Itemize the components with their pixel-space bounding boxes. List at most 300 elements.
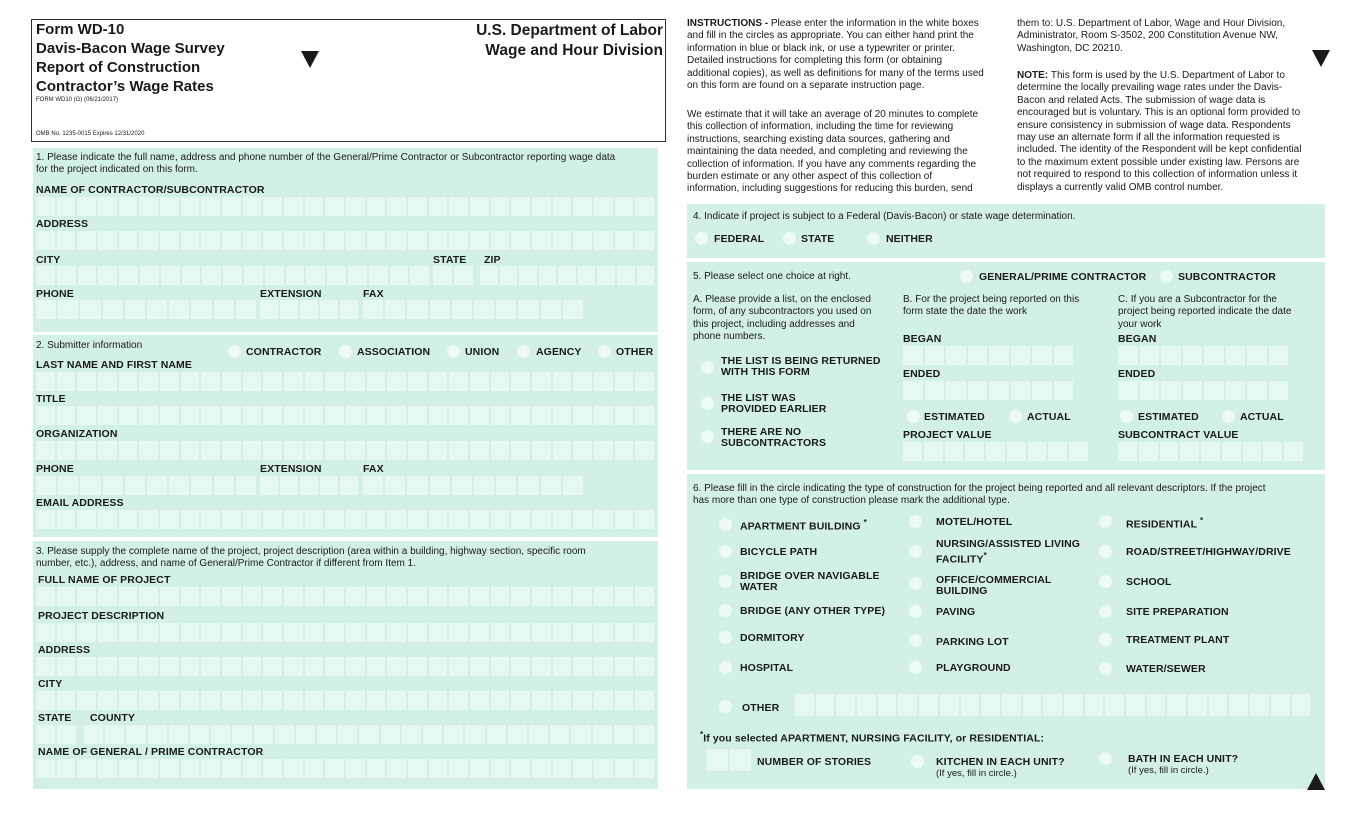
character-box[interactable] (635, 231, 654, 250)
character-box[interactable] (160, 510, 179, 529)
residential-radio[interactable] (1099, 515, 1112, 528)
number-of-stories-field[interactable] (707, 749, 751, 771)
state-radio[interactable] (783, 232, 796, 245)
character-box[interactable] (532, 510, 551, 529)
character-box[interactable] (470, 657, 489, 676)
character-box[interactable] (387, 623, 406, 642)
character-box[interactable] (363, 300, 383, 319)
character-box[interactable] (637, 266, 655, 285)
character-box[interactable] (1292, 694, 1311, 716)
character-box[interactable] (119, 510, 138, 529)
character-box[interactable] (244, 266, 263, 285)
character-box[interactable] (36, 231, 55, 250)
character-box[interactable] (77, 759, 96, 778)
character-box[interactable] (201, 759, 220, 778)
character-box[interactable] (263, 231, 282, 250)
character-box[interactable] (408, 372, 427, 391)
character-box[interactable] (553, 587, 572, 606)
character-box[interactable] (573, 441, 592, 460)
character-box[interactable] (325, 657, 344, 676)
character-box[interactable] (541, 476, 561, 495)
character-box[interactable] (222, 587, 241, 606)
character-box[interactable] (211, 725, 230, 744)
apartment-building-radio[interactable] (719, 518, 732, 531)
character-box[interactable] (1028, 442, 1047, 461)
character-box[interactable] (36, 372, 55, 391)
character-box[interactable] (223, 266, 242, 285)
character-box[interactable] (305, 623, 324, 642)
character-box[interactable] (491, 441, 510, 460)
character-box[interactable] (363, 476, 383, 495)
character-box[interactable] (961, 694, 980, 716)
character-box[interactable] (573, 623, 592, 642)
character-box[interactable] (36, 266, 55, 285)
union-radio[interactable] (447, 345, 460, 358)
character-box[interactable] (1048, 442, 1067, 461)
character-box[interactable] (532, 231, 551, 250)
character-box[interactable] (449, 759, 468, 778)
character-box[interactable] (36, 197, 55, 216)
bicycle-path-radio[interactable] (719, 545, 732, 558)
character-box[interactable] (408, 587, 427, 606)
character-box[interactable] (232, 725, 251, 744)
character-box[interactable] (139, 197, 158, 216)
character-box[interactable] (491, 197, 510, 216)
subcontractor-radio[interactable] (1160, 270, 1173, 283)
character-box[interactable] (1007, 442, 1026, 461)
character-box[interactable] (449, 691, 468, 710)
character-box[interactable] (125, 476, 145, 495)
character-box[interactable] (36, 725, 55, 744)
character-box[interactable] (635, 510, 654, 529)
character-box[interactable] (408, 406, 427, 425)
character-box[interactable] (98, 441, 117, 460)
character-box[interactable] (903, 442, 922, 461)
character-box[interactable] (532, 197, 551, 216)
subcontract-value-field[interactable] (1118, 442, 1303, 461)
character-box[interactable] (260, 476, 278, 495)
character-box[interactable] (160, 691, 179, 710)
character-box[interactable] (181, 623, 200, 642)
character-box[interactable] (408, 441, 427, 460)
character-box[interactable] (1180, 442, 1199, 461)
character-box[interactable] (367, 759, 386, 778)
character-box[interactable] (1140, 346, 1160, 365)
character-box[interactable] (201, 441, 220, 460)
character-box[interactable] (317, 725, 336, 744)
character-box[interactable] (284, 691, 303, 710)
phone-field[interactable] (36, 300, 256, 319)
character-box[interactable] (222, 623, 241, 642)
character-box[interactable] (222, 197, 241, 216)
character-box[interactable] (407, 300, 427, 319)
character-box[interactable] (989, 381, 1009, 400)
character-box[interactable] (284, 510, 303, 529)
character-box[interactable] (1201, 442, 1220, 461)
character-box[interactable] (529, 725, 548, 744)
character-box[interactable] (181, 231, 200, 250)
character-box[interactable] (181, 691, 200, 710)
character-box[interactable] (429, 441, 448, 460)
character-box[interactable] (284, 441, 303, 460)
character-box[interactable] (491, 510, 510, 529)
character-box[interactable] (305, 197, 324, 216)
character-box[interactable] (119, 266, 138, 285)
character-box[interactable] (553, 691, 572, 710)
character-box[interactable] (57, 197, 76, 216)
character-box[interactable] (119, 406, 138, 425)
character-box[interactable] (836, 694, 855, 716)
character-box[interactable] (429, 372, 448, 391)
general-contractor-field[interactable] (36, 759, 654, 778)
character-box[interactable] (284, 759, 303, 778)
character-box[interactable] (191, 300, 211, 319)
character-box[interactable] (338, 725, 357, 744)
character-box[interactable] (160, 231, 179, 250)
character-box[interactable] (77, 197, 96, 216)
address-field[interactable] (36, 231, 654, 250)
character-box[interactable] (635, 623, 654, 642)
character-box[interactable] (284, 231, 303, 250)
project-description-field[interactable] (36, 623, 654, 642)
character-box[interactable] (981, 694, 1000, 716)
character-box[interactable] (1054, 381, 1074, 400)
character-box[interactable] (105, 725, 124, 744)
character-box[interactable] (496, 300, 516, 319)
character-box[interactable] (36, 300, 56, 319)
treatment-plant-radio[interactable] (1099, 633, 1112, 646)
submitter-fax-field[interactable] (363, 476, 583, 495)
character-box[interactable] (1263, 442, 1282, 461)
character-box[interactable] (325, 691, 344, 710)
character-box[interactable] (367, 623, 386, 642)
character-box[interactable] (367, 441, 386, 460)
character-box[interactable] (325, 623, 344, 642)
character-box[interactable] (635, 406, 654, 425)
character-box[interactable] (263, 587, 282, 606)
no-subcontractors-radio[interactable] (701, 430, 714, 443)
character-box[interactable] (1011, 346, 1031, 365)
character-box[interactable] (924, 442, 943, 461)
character-box[interactable] (346, 759, 365, 778)
other-type-field[interactable] (795, 694, 1310, 716)
character-box[interactable] (243, 691, 262, 710)
character-box[interactable] (57, 510, 76, 529)
submitter-phone-field[interactable] (36, 476, 256, 495)
character-box[interactable] (57, 587, 76, 606)
character-box[interactable] (98, 406, 117, 425)
character-box[interactable] (635, 657, 654, 676)
character-box[interactable] (243, 197, 262, 216)
character-box[interactable] (243, 231, 262, 250)
character-box[interactable] (594, 759, 613, 778)
character-box[interactable] (57, 623, 76, 642)
character-box[interactable] (98, 372, 117, 391)
character-box[interactable] (903, 381, 923, 400)
state-field[interactable] (433, 266, 473, 285)
character-box[interactable] (496, 476, 516, 495)
character-box[interactable] (300, 300, 318, 319)
character-box[interactable] (408, 623, 427, 642)
character-box[interactable] (263, 510, 282, 529)
character-box[interactable] (236, 300, 256, 319)
character-box[interactable] (160, 372, 179, 391)
project-county-field[interactable] (84, 725, 654, 744)
character-box[interactable] (57, 657, 76, 676)
character-box[interactable] (243, 759, 262, 778)
character-box[interactable] (190, 725, 209, 744)
paving-radio[interactable] (909, 605, 922, 618)
character-box[interactable] (573, 691, 592, 710)
character-box[interactable] (263, 441, 282, 460)
character-box[interactable] (563, 476, 583, 495)
project-state-field[interactable] (36, 725, 76, 744)
character-box[interactable] (57, 441, 76, 460)
character-box[interactable] (58, 300, 78, 319)
character-box[interactable] (286, 266, 305, 285)
character-box[interactable] (532, 441, 551, 460)
character-box[interactable] (635, 587, 654, 606)
character-box[interactable] (408, 510, 427, 529)
character-box[interactable] (222, 441, 241, 460)
character-box[interactable] (423, 725, 442, 744)
character-box[interactable] (243, 623, 262, 642)
submitter-extension-field[interactable] (260, 476, 358, 495)
character-box[interactable] (80, 300, 100, 319)
character-box[interactable] (968, 346, 988, 365)
character-box[interactable] (452, 300, 472, 319)
character-box[interactable] (305, 691, 324, 710)
character-box[interactable] (77, 657, 96, 676)
character-box[interactable] (126, 725, 145, 744)
motel-hotel-radio[interactable] (909, 515, 922, 528)
character-box[interactable] (474, 476, 494, 495)
character-box[interactable] (169, 725, 188, 744)
character-box[interactable] (816, 694, 835, 716)
character-box[interactable] (348, 266, 367, 285)
character-box[interactable] (430, 476, 450, 495)
character-box[interactable] (1023, 694, 1042, 716)
character-box[interactable] (558, 266, 576, 285)
list-returned-radio[interactable] (701, 361, 714, 374)
character-box[interactable] (139, 587, 158, 606)
contractor-name-field[interactable] (36, 197, 654, 216)
character-box[interactable] (532, 587, 551, 606)
character-box[interactable] (260, 300, 278, 319)
character-box[interactable] (119, 231, 138, 250)
character-box[interactable] (553, 657, 572, 676)
character-box[interactable] (201, 231, 220, 250)
character-box[interactable] (511, 197, 530, 216)
character-box[interactable] (284, 197, 303, 216)
character-box[interactable] (98, 691, 117, 710)
character-box[interactable] (381, 725, 400, 744)
character-box[interactable] (511, 759, 530, 778)
character-box[interactable] (201, 587, 220, 606)
character-box[interactable] (615, 406, 634, 425)
character-box[interactable] (119, 623, 138, 642)
character-box[interactable] (387, 759, 406, 778)
sub-estimated-radio[interactable] (1120, 410, 1133, 423)
character-box[interactable] (511, 406, 530, 425)
character-box[interactable] (275, 725, 294, 744)
character-box[interactable] (635, 725, 654, 744)
character-box[interactable] (573, 510, 592, 529)
character-box[interactable] (346, 197, 365, 216)
character-box[interactable] (539, 266, 557, 285)
character-box[interactable] (325, 510, 344, 529)
character-box[interactable] (265, 266, 284, 285)
character-box[interactable] (925, 346, 945, 365)
character-box[interactable] (1183, 346, 1203, 365)
character-box[interactable] (730, 749, 751, 771)
project-city-field[interactable] (36, 691, 654, 710)
character-box[interactable] (635, 759, 654, 778)
character-box[interactable] (36, 587, 55, 606)
character-box[interactable] (550, 725, 569, 744)
character-box[interactable] (532, 623, 551, 642)
character-box[interactable] (160, 759, 179, 778)
character-box[interactable] (617, 266, 635, 285)
character-box[interactable] (429, 623, 448, 642)
character-box[interactable] (280, 476, 298, 495)
character-box[interactable] (1118, 442, 1137, 461)
character-box[interactable] (594, 197, 613, 216)
character-box[interactable] (1284, 442, 1303, 461)
character-box[interactable] (491, 657, 510, 676)
character-box[interactable] (57, 406, 76, 425)
character-box[interactable] (519, 266, 537, 285)
character-box[interactable] (454, 266, 473, 285)
character-box[interactable] (139, 657, 158, 676)
character-box[interactable] (57, 759, 76, 778)
character-box[interactable] (160, 406, 179, 425)
character-box[interactable] (346, 406, 365, 425)
character-box[interactable] (1271, 694, 1290, 716)
other-type-radio[interactable] (719, 700, 732, 713)
character-box[interactable] (320, 300, 338, 319)
character-box[interactable] (367, 231, 386, 250)
character-box[interactable] (243, 510, 262, 529)
character-box[interactable] (119, 372, 138, 391)
parking-lot-radio[interactable] (909, 634, 922, 647)
character-box[interactable] (615, 691, 634, 710)
character-box[interactable] (263, 759, 282, 778)
character-box[interactable] (615, 657, 634, 676)
character-box[interactable] (36, 441, 55, 460)
character-box[interactable] (594, 657, 613, 676)
character-box[interactable] (305, 587, 324, 606)
character-box[interactable] (125, 300, 145, 319)
character-box[interactable] (940, 694, 959, 716)
character-box[interactable] (615, 372, 634, 391)
character-box[interactable] (1069, 442, 1088, 461)
character-box[interactable] (181, 197, 200, 216)
character-box[interactable] (359, 725, 378, 744)
character-box[interactable] (465, 725, 484, 744)
character-box[interactable] (707, 749, 728, 771)
character-box[interactable] (284, 587, 303, 606)
character-box[interactable] (968, 381, 988, 400)
federal-radio[interactable] (695, 232, 708, 245)
character-box[interactable] (1222, 442, 1241, 461)
character-box[interactable] (284, 406, 303, 425)
character-box[interactable] (635, 197, 654, 216)
character-box[interactable] (1160, 442, 1179, 461)
character-box[interactable] (511, 372, 530, 391)
character-box[interactable] (367, 406, 386, 425)
character-box[interactable] (532, 759, 551, 778)
character-box[interactable] (139, 623, 158, 642)
character-box[interactable] (449, 657, 468, 676)
character-box[interactable] (57, 266, 76, 285)
character-box[interactable] (898, 694, 917, 716)
character-box[interactable] (254, 725, 273, 744)
character-box[interactable] (222, 510, 241, 529)
sub-ended-date[interactable] (1118, 381, 1288, 400)
character-box[interactable] (36, 476, 56, 495)
character-box[interactable] (148, 725, 167, 744)
character-box[interactable] (367, 372, 386, 391)
school-radio[interactable] (1099, 575, 1112, 588)
character-box[interactable] (1118, 381, 1138, 400)
city-field[interactable] (36, 266, 429, 285)
character-box[interactable] (573, 657, 592, 676)
character-box[interactable] (160, 623, 179, 642)
character-box[interactable] (430, 300, 450, 319)
character-box[interactable] (103, 300, 123, 319)
character-box[interactable] (139, 372, 158, 391)
character-box[interactable] (1204, 346, 1224, 365)
character-box[interactable] (444, 725, 463, 744)
character-box[interactable] (989, 346, 1009, 365)
character-box[interactable] (346, 623, 365, 642)
character-box[interactable] (201, 623, 220, 642)
character-box[interactable] (284, 657, 303, 676)
character-box[interactable] (103, 476, 123, 495)
character-box[interactable] (385, 476, 405, 495)
character-box[interactable] (325, 372, 344, 391)
bridge-other-radio[interactable] (719, 604, 732, 617)
character-box[interactable] (1250, 694, 1269, 716)
character-box[interactable] (119, 441, 138, 460)
character-box[interactable] (573, 759, 592, 778)
character-box[interactable] (532, 691, 551, 710)
character-box[interactable] (387, 231, 406, 250)
character-box[interactable] (367, 587, 386, 606)
character-box[interactable] (280, 300, 298, 319)
character-box[interactable] (77, 372, 96, 391)
character-box[interactable] (222, 231, 241, 250)
hospital-radio[interactable] (719, 661, 732, 674)
character-box[interactable] (1247, 346, 1267, 365)
character-box[interactable] (119, 657, 138, 676)
character-box[interactable] (139, 406, 158, 425)
water-sewer-radio[interactable] (1099, 662, 1112, 675)
character-box[interactable] (263, 197, 282, 216)
character-box[interactable] (305, 441, 324, 460)
character-box[interactable] (181, 657, 200, 676)
character-box[interactable] (98, 266, 117, 285)
playground-radio[interactable] (909, 661, 922, 674)
character-box[interactable] (36, 510, 55, 529)
character-box[interactable] (946, 381, 966, 400)
character-box[interactable] (201, 372, 220, 391)
character-box[interactable] (573, 587, 592, 606)
character-box[interactable] (169, 476, 189, 495)
character-box[interactable] (965, 442, 984, 461)
character-box[interactable] (1126, 694, 1145, 716)
